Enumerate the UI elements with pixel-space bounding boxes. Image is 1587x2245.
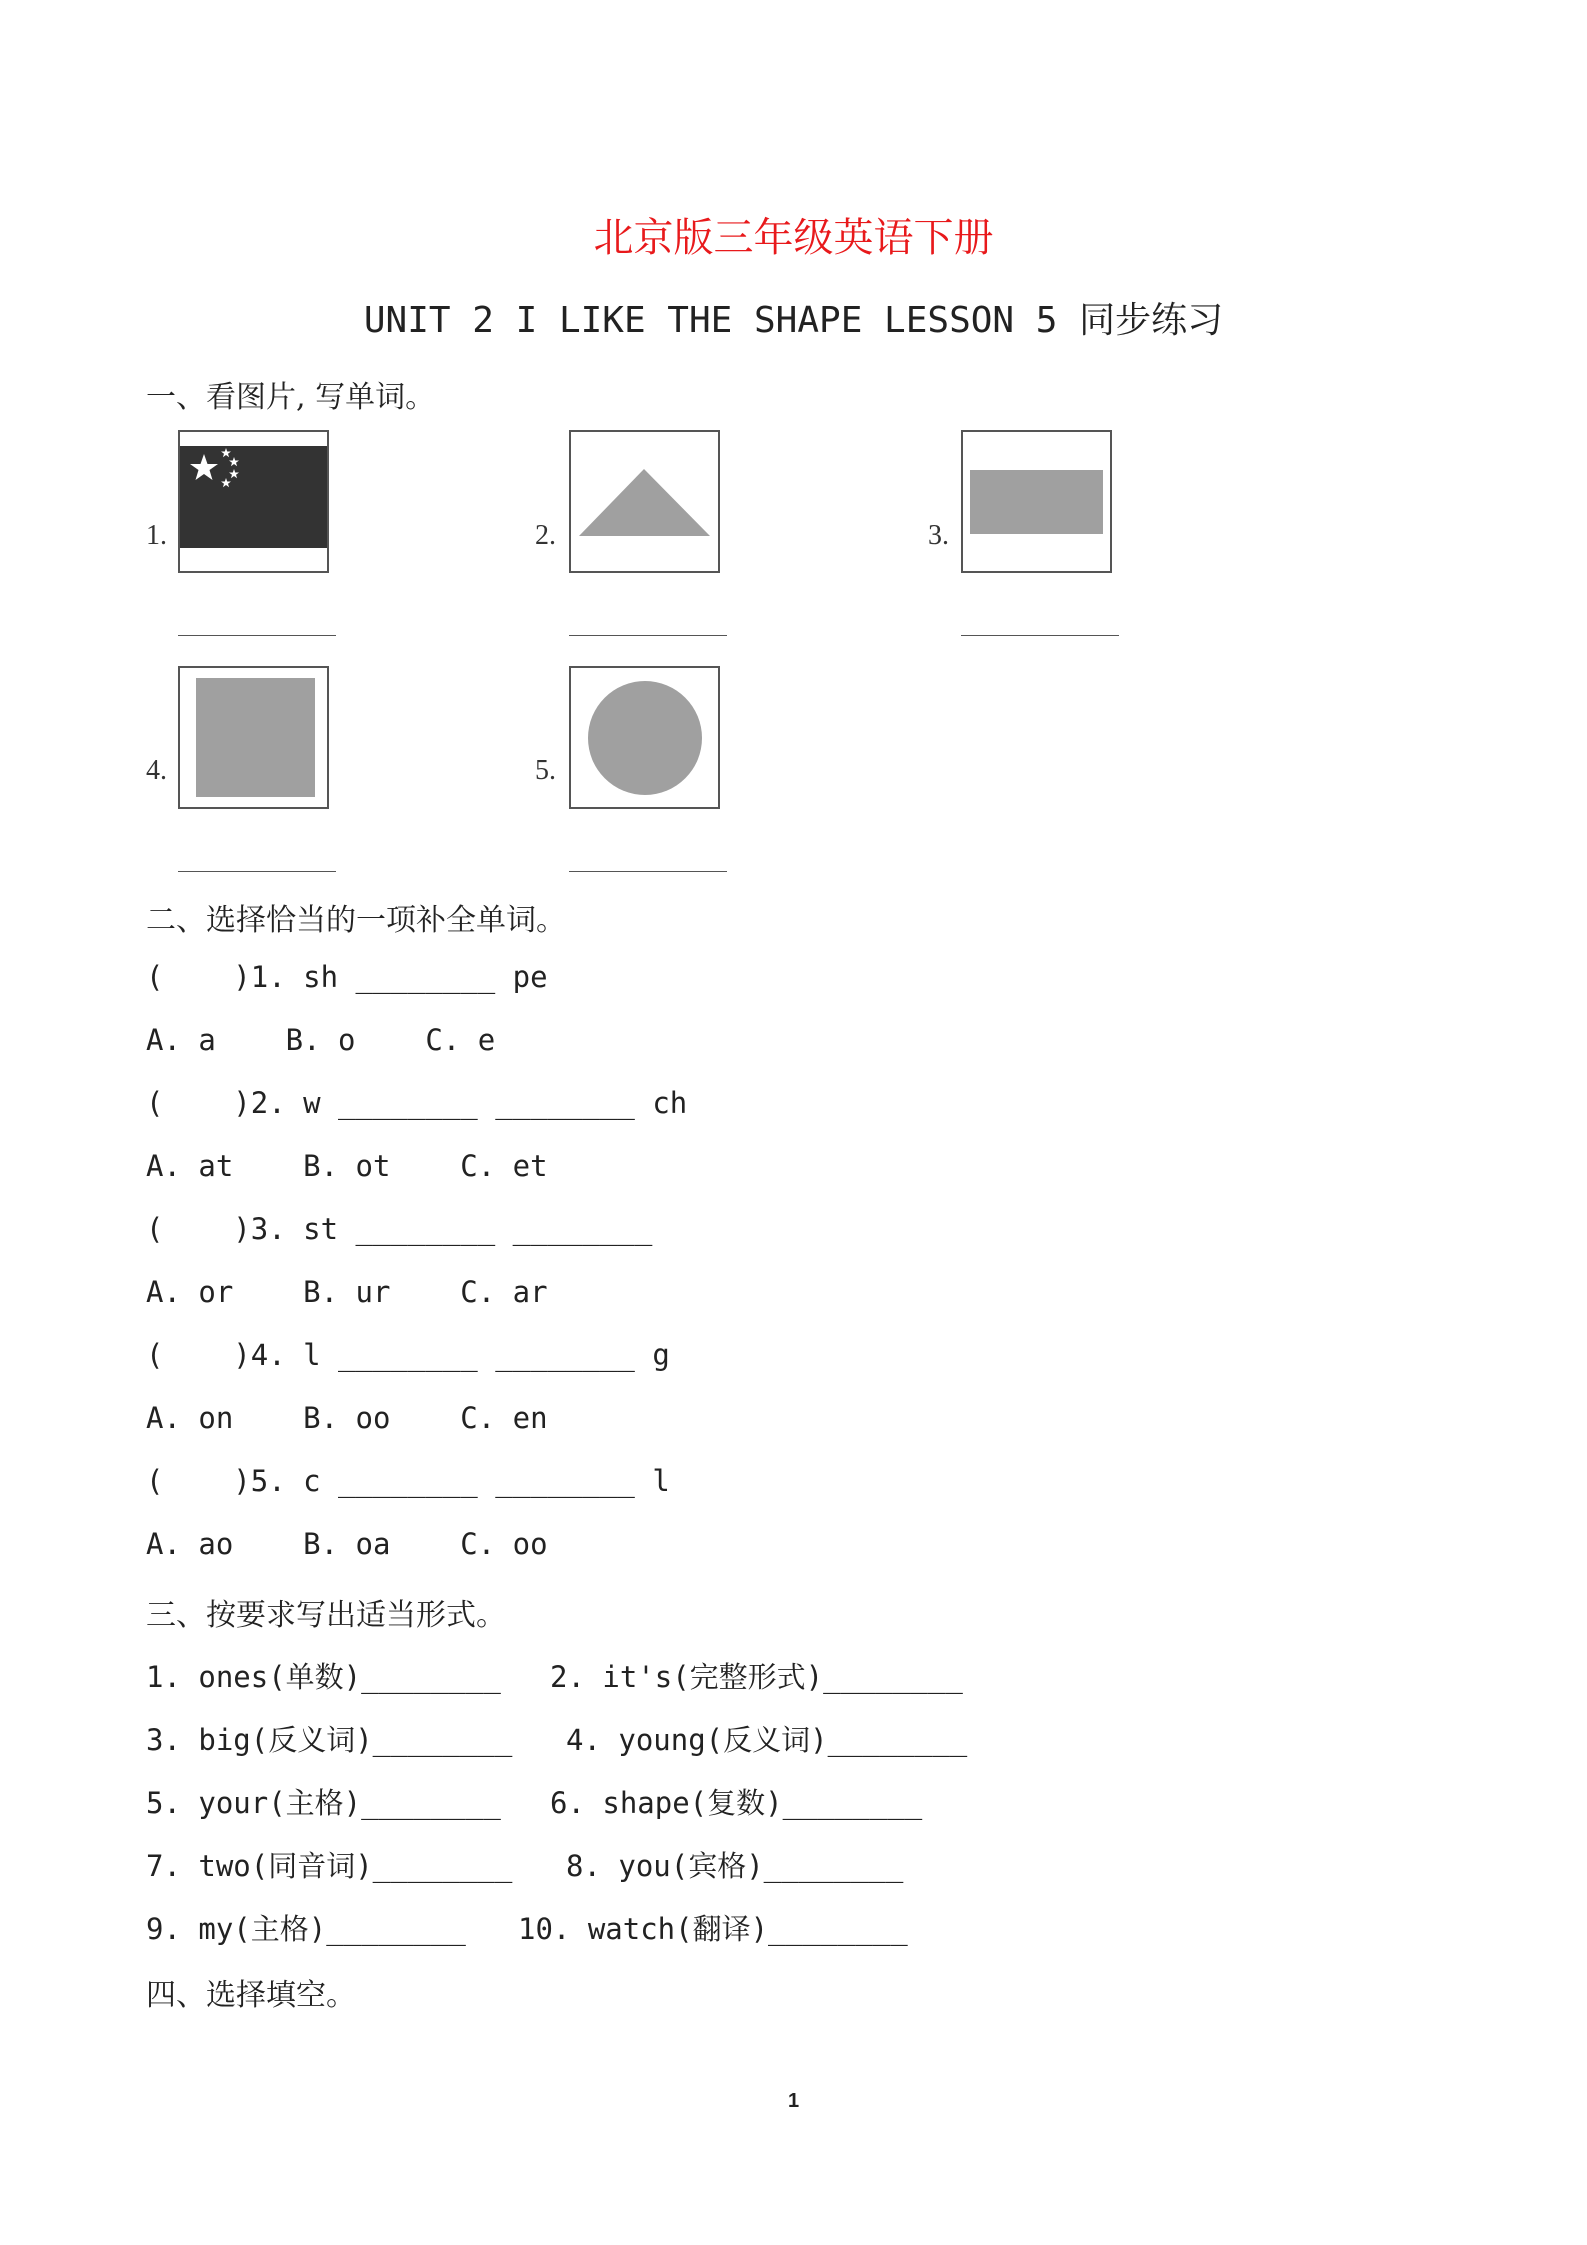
form-item-10: 10. watch(翻译)________: [518, 1912, 908, 1946]
square-icon: [178, 666, 329, 809]
question-options-2: A. at B. ot C. et: [146, 1149, 548, 1183]
circle-icon: [569, 666, 720, 809]
form-item-3: 3. big(反义词)________: [146, 1723, 513, 1757]
section3-heading: 三、按要求写出适当形式。: [146, 1598, 506, 1633]
triangle-icon: [569, 430, 720, 573]
question-stem-2: ( )2. w ________ ________ ch: [146, 1086, 688, 1120]
section4-heading: 四、选择填空。: [146, 1978, 356, 2013]
form-item-7: 7. two(同音词)________: [146, 1849, 513, 1883]
form-item-2: 2. it's(完整形式)________: [550, 1660, 963, 1694]
section2-heading: 二、选择恰当的一项补全单词。: [146, 903, 566, 938]
rectangle-icon: [961, 430, 1112, 573]
question-options-5: A. ao B. oa C. oo: [146, 1527, 548, 1561]
form-item-8: 8. you(宾格)________: [566, 1849, 904, 1883]
question-stem-3: ( )3. st ________ ________: [146, 1212, 653, 1246]
answer-line-4[interactable]: [178, 871, 336, 872]
picture-number-5: 5.: [535, 755, 556, 786]
question-stem-4: ( )4. l ________ ________ g: [146, 1338, 670, 1372]
page-title: 北京版三年级英语下册: [593, 215, 994, 261]
question-options-1: A. a B. o C. e: [146, 1023, 496, 1057]
picture-number-3: 3.: [928, 520, 949, 551]
answer-line-5[interactable]: [569, 871, 727, 872]
form-item-6: 6. shape(复数)________: [550, 1786, 923, 1820]
answer-line-1[interactable]: [178, 635, 336, 636]
question-options-3: A. or B. ur C. ar: [146, 1275, 548, 1309]
form-item-5: 5. your(主格)________: [146, 1786, 501, 1820]
china-flag-icon: [178, 430, 329, 573]
page-subtitle: UNIT 2 I LIKE THE SHAPE LESSON 5 同步练习: [363, 300, 1224, 341]
question-options-4: A. on B. oo C. en: [146, 1401, 548, 1435]
question-stem-5: ( )5. c ________ ________ l: [146, 1464, 670, 1498]
form-item-4: 4. young(反义词)________: [566, 1723, 968, 1757]
picture-number-1: 1.: [146, 520, 167, 551]
question-stem-1: ( )1. sh ________ pe: [146, 960, 548, 994]
answer-line-2[interactable]: [569, 635, 727, 636]
section1-heading: 一、看图片, 写单词。: [146, 380, 436, 415]
picture-number-2: 2.: [535, 520, 556, 551]
page-number: 1: [787, 2090, 800, 2112]
answer-line-3[interactable]: [961, 635, 1119, 636]
form-item-9: 9. my(主格)________: [146, 1912, 466, 1946]
picture-number-4: 4.: [146, 755, 167, 786]
form-item-1: 1. ones(单数)________: [146, 1660, 501, 1694]
